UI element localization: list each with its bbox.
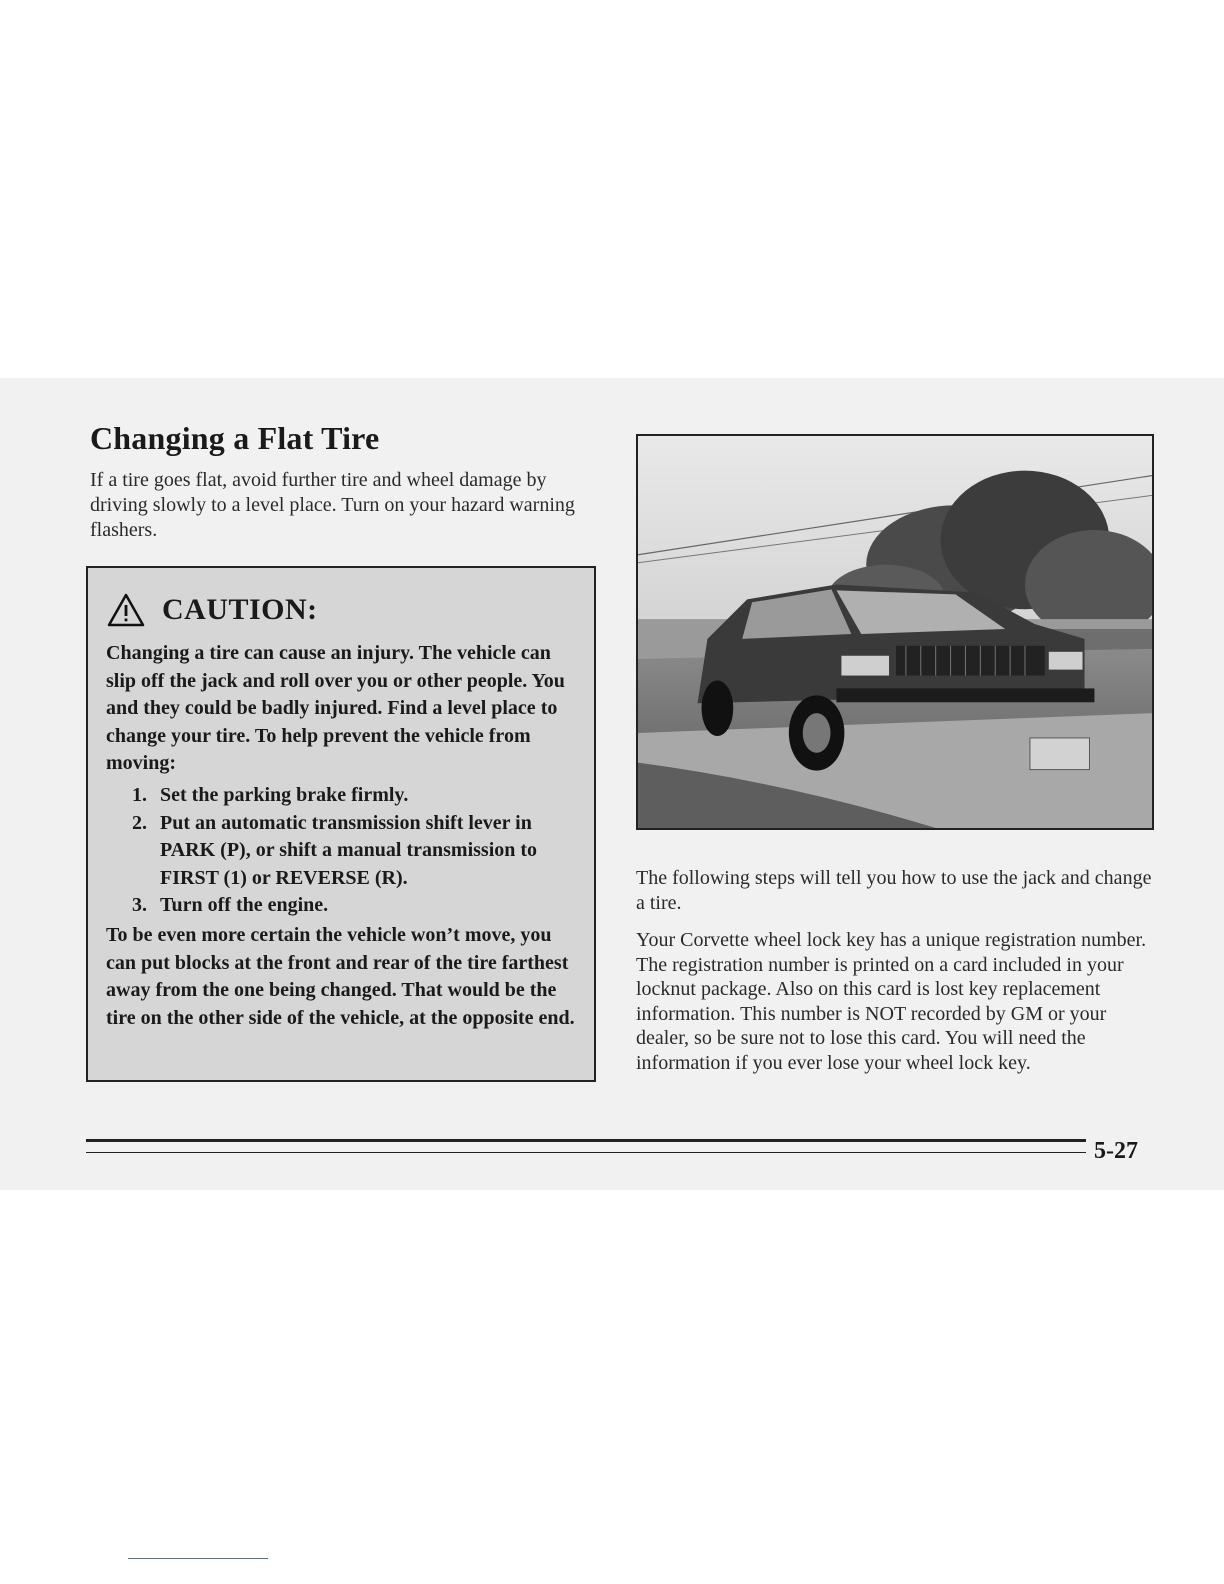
caution-step: [132, 892, 572, 920]
wheel-lock-paragraph: Your Corvette wheel lock key has a unique registration number. The registration number is printed on a card included in your locknut package. Also on this card is lost key replacement information. This number is NOT recorded by GM or your dealer, so be sure not to lose this card. You will need the information if you ever lose your wheel lock key.: [636, 929, 1147, 1074]
step-number: 1.: [132, 784, 147, 806]
caution-text-primary: Changing a tire can cause an injury. The vehicle can slip off the jack and roll over you or other people. You and they could be badly injured. Find a level place to change your tire. To help prevent the vehicle from moving:: [106, 642, 565, 774]
step-text: Set the parking brake firmly.: [160, 784, 409, 806]
caution-header: [106, 592, 318, 628]
caution-step: [132, 782, 572, 810]
step-text: Put an automatic transmission shift lever in PARK (P), or shift a manual transmission to FIRST (1) or REVERSE (R).: [160, 811, 538, 889]
caution-text-secondary: To be even more certain the vehicle won’t move, you can put blocks at the front and rear of the tire farthest away from the one being changed. That would be the tire on the other side of the vehicle, at the opposite end.: [106, 924, 575, 1029]
caution-label: CAUTION:: [162, 593, 318, 626]
car-photo: [636, 434, 1154, 830]
page-number: 5-27: [1094, 1138, 1138, 1164]
section-title: Changing a Flat Tire: [90, 420, 380, 456]
warning-triangle-icon: [106, 592, 146, 628]
car-illustration: [638, 436, 1152, 828]
bottom-divider: [128, 1558, 268, 1559]
caution-box: [86, 566, 596, 1082]
step-number: 3.: [132, 894, 147, 916]
footer-rule-thin: [86, 1152, 1086, 1153]
intro-paragraph: If a tire goes flat, avoid further tire and wheel damage by driving slowly to a level place. Turn on your hazard warning flashers.: [90, 469, 575, 541]
caution-steps: [132, 782, 572, 920]
step-number: 2.: [132, 811, 147, 834]
footer-rule-thick: [86, 1139, 1086, 1142]
caution-step: [132, 810, 572, 893]
step-text: Turn off the engine.: [160, 894, 329, 916]
instruction-paragraph: The following steps will tell you how to use the jack and change a tire.: [636, 867, 1152, 914]
